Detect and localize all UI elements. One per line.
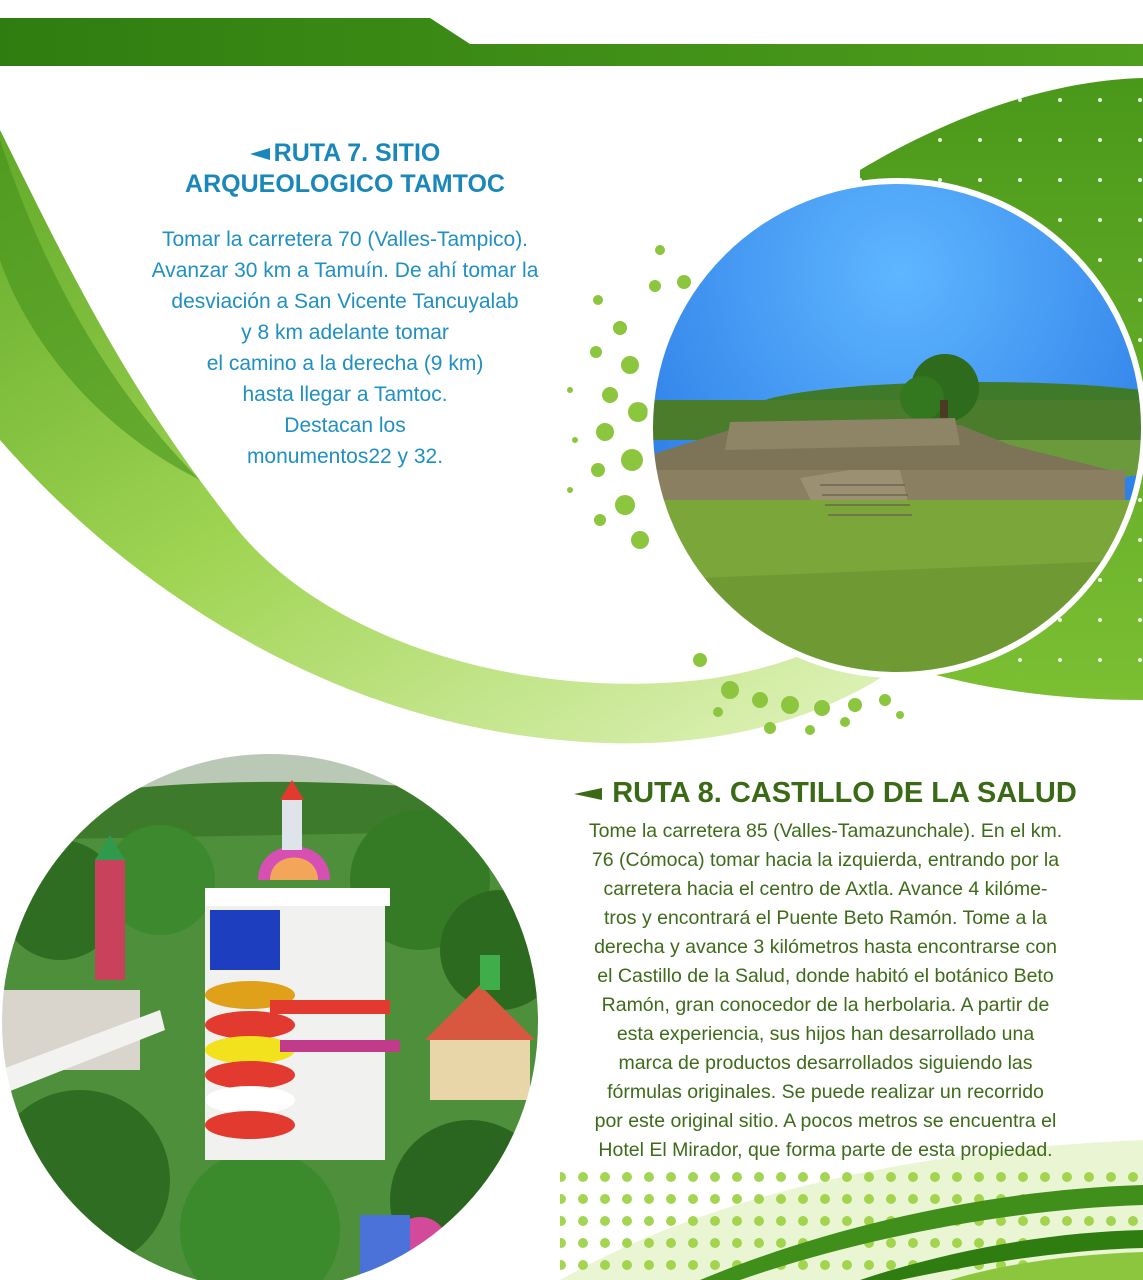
- arrow-left-icon: [574, 788, 602, 800]
- ruta-8-body-line: derecha y avance 3 kilómetros hasta encontrarse con: [594, 936, 1057, 958]
- ruta-8-body-line: 76 (Cómoca) tomar hacia la izquierda, entrando por la: [591, 849, 1060, 871]
- ruta-8-title-text: RUTA 8. CASTILLO DE LA SALUD: [612, 777, 1077, 809]
- ruta-8-body-line: por este original sitio. A pocos metros se encuentra el: [594, 1110, 1057, 1132]
- ruta-8-section: [548, 775, 1103, 1165]
- ruta-7-body-line: Tomar la carretera 70 (Valles-Tampico).: [161, 228, 529, 251]
- ruta-7-body-line: Destacan los: [284, 414, 406, 437]
- castillo-photo: [0, 750, 560, 1280]
- arrow-left-icon: [250, 148, 270, 160]
- ruta-7-body-line: Avanzar 30 km a Tamuín. De ahí tomar la: [151, 259, 539, 282]
- ruta-8-body-line: carretera hacia el centro de Axtla. Avance 4 kilóme-: [603, 878, 1048, 900]
- ruta-7-body-line: el camino a la derecha (9 km): [206, 352, 484, 375]
- ruta-8-body-line: esta experiencia, sus hijos han desarrollado una: [616, 1023, 1035, 1045]
- ruta-8-body-line: el Castillo de la Salud, donde habitó el botánico Beto: [597, 965, 1054, 987]
- ruta-8-body-line: Tome la carretera 85 (Valles-Tamazunchale). En el km.: [588, 820, 1063, 842]
- ruta-8-body-line: tros y encontrará el Puente Beto Ramón. Tome a la: [604, 907, 1047, 929]
- ruta-7-body: [120, 224, 570, 472]
- ruta-7-body-line: desviación a San Vicente Tancuyalab: [171, 290, 519, 313]
- ruta-8-body-line: Hotel El Mirador, que forma parte de esta propiedad.: [598, 1139, 1053, 1161]
- ruta-8-title: [548, 775, 1103, 811]
- ruta-8-body: [548, 817, 1103, 1165]
- ruta-8-body-line: fórmulas originales. Se puede realizar un recorrido: [607, 1081, 1044, 1103]
- ruta-7-title-text: RUTA 7. SITIO: [273, 139, 441, 167]
- ruta-8-body-line: marca de productos desarrollados siguiendo las: [618, 1052, 1033, 1074]
- ruta-7-section: [120, 138, 570, 472]
- ruta-7-body-line: monumentos22 y 32.: [246, 445, 444, 468]
- ruta-8-body-line: Ramón, gran conocedor de la herbolaria. A partir de: [601, 994, 1050, 1016]
- ruta-7-body-line: y 8 km adelante tomar: [241, 321, 449, 344]
- ruta-7-title-line: ARQUEOLOGICO TAMTOC: [185, 170, 505, 198]
- ruta-7-body-line: hasta llegar a Tamtoc.: [242, 383, 448, 406]
- ruta-7-title: [120, 138, 570, 200]
- ruta-7-title-line: [120, 138, 570, 169]
